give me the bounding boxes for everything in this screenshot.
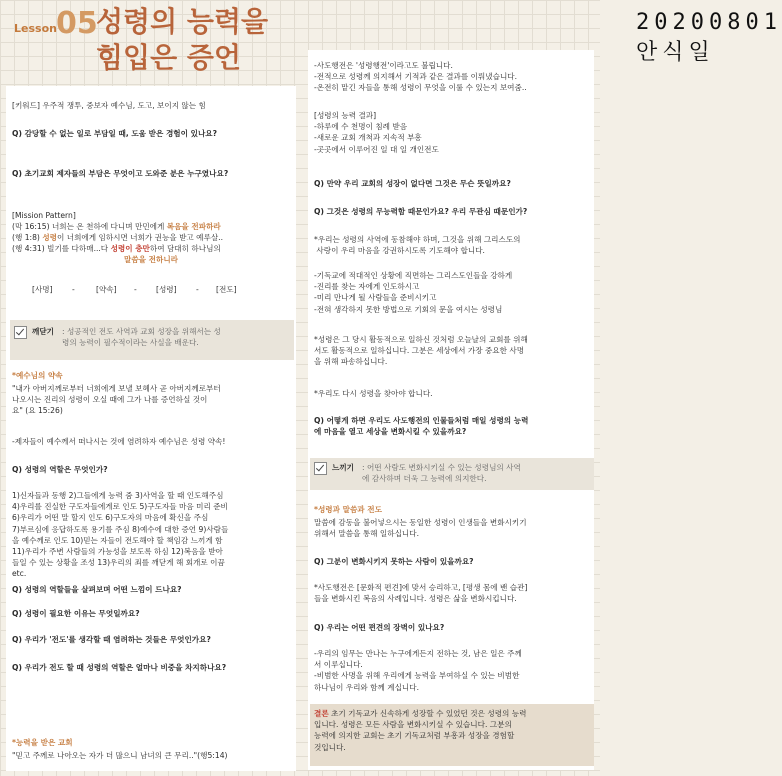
question-4: Q) 성령의 역할들을 살펴보며 어떤 느낌이 드나요? [12,585,182,594]
mission-line-3: (행 4:31) 빌기를 다하매...다 성령이 충만하여 담대히 하나님의 [12,244,221,253]
feel-label: 느끼기 [332,463,355,472]
power-church-title: *능력을 받은 교회 [12,738,73,747]
keywords: [키워드] 우주적 쟁투, 중보자 예수님, 도고, 보이지 않는 힘 [12,101,206,110]
promise-title: *예수님의 약속 [12,371,63,380]
mission-line-2: (행 1:8) 성령이 너희에게 임하시면 너희가 권능을 받고 예루살.. [12,233,224,242]
mission-line-4: 말씀을 전하니라 [124,255,178,264]
word-title: *성령과 말씀과 전도 [314,505,382,514]
pattern-witness: [전도] [216,285,237,294]
pattern-dash-3: - [196,285,199,294]
mission-note: -우리의 임무는 만나는 누구에게든지 전하는 것, 남은 일은 주께 서 이루십니다. -비범한 사명을 위해 우리에게 능력을 부여하실 수 있는 비범한 하나님이 우리와 함께 계십니다. [314,649,522,692]
question-6: Q) 우리가 '전도'를 생각할 때 염려하는 것들은 무엇인가요? [12,635,211,644]
lesson-label: Lesson [14,22,57,35]
date-heading: 20200801안식일 [636,10,782,65]
word-text: 말씀에 감동을 불어넣으시는 동일한 성령이 인생들을 변화시키기 위해서 말씀을 통해 일하십니다. [314,518,527,539]
question-12: Q) 우리는 어떤 편견의 장벽이 있나요? [314,623,445,632]
pattern-mission: [사명] [32,285,53,294]
acts-intro: -사도행전은 '성령행전'이라고도 불립니다. -전적으로 성령께 의지해서 기적과 같은 결과를 이뤄냈습니다. -온전히 맡긴 자들을 통해 성령이 무엇을 이룰 수 있는지 보여줌.. [314,61,527,93]
check-icon [14,326,27,339]
question-3: Q) 성령의 역할은 무엇인가? [12,465,108,474]
question-9: Q) 그것은 성령의 무능력함 때문인가요? 우리 무관심 때문인가? [314,207,528,216]
spirit-works-list: -기독교에 적대적인 상황에 직면하는 그리스도인들을 강하게 -진리를 찾는 자에게 인도하시고 -미리 만나게 될 사람들을 준비시키고 -전혀 생각하지 못한 방법으로 기회의 문을 여시는 성령님 [314,271,513,314]
conclusion: 결론 초기 기독교가 신속하게 성장할 수 있었던 것은 성령의 능력 입니다. 성령은 모든 사람을 변화시키실 수 있습니다. 그분의 능력에 의지한 교회는 초기 기독교처럼 부흥과 성장을 경험할 것입니다. [314,709,527,752]
left-column [0,0,300,776]
spirit-roles: 1)신자들과 동행 2)그들에게 능력 줌 3)사역을 할 때 인도해주심 4)우리를 진실한 구도자들에게로 인도 5)구도자들 마음 미리 준비 6)우리가 어떤 말 할지 인도 6)구도자의 마음에 확신을 주심 7)부르심에 응답하도록 용기를 주심 8)예수에 대한 증언 9)사람들 을 예수께로 인도 10)믿는 자들이 전도해야 할 책임감 느끼게 함 11)우리가 주변 사람들의 가능성을 보도록 하심 12)복음을 받아 들일 수 있는 상황을 조성 13)우리의 죄를 깨닫게 해 회개로 이끔 etc. [12,491,229,579]
realize-label: 깨닫기 [32,327,55,336]
spirit-active-note: *성령은 그 당시 활동적으로 일하신 것처럼 오늘날의 교회를 위해 서도 활동적으로 일하십니다. 그분은 세상에서 가장 중요한 사명 을 위해 파송하십니다. [314,335,528,367]
lesson-number: 05 [56,6,98,41]
page-title: 성령의 능력을 힘입은 증언 [96,5,269,74]
pattern-promise: [약속] [96,285,117,294]
question-11: Q) 그분이 변화시키지 못하는 사람이 있을까요? [314,557,474,566]
participate-note: *우리는 성령의 사역에 동참해야 하며, 그것을 위해 그리스도의 사랑이 우리 마음을 강권하시도록 기도해야 합니다. [314,235,521,256]
power-results: [성령의 능력 결과] -하루에 수 천명이 침례 받음 -새로운 교회 개척과 지속적 부흥 -곳곳에서 이루어진 일 대 일 개인전도 [314,111,439,154]
power-church-text: "믿고 주께로 나아오는 자가 더 많으니 남녀의 큰 무리.."(행5:14) [12,751,228,760]
check-icon [314,462,327,475]
feel-text: : 어떤 사람도 변화시키실 수 있는 성령님의 사역 에 감사하며 더욱 그 능력에 의지한다. [362,463,521,484]
realize-text: : 성공적인 전도 사역과 교회 성장을 위해서는 성 령의 능력이 필수적이라는 사실을 배운다. [62,327,221,348]
acts-culture-note: *사도행전은 [문화적 편견]에 맞서 승리하고, [평생 몸에 밴 습관] 들을 변화시킨 복음의 사례입니다. 성령은 삶을 변화시킵니다. [314,583,528,604]
pattern-spirit: [성령] [156,285,177,294]
mission-title: [Mission Pattern] [12,211,76,220]
question-1: Q) 감당할 수 없는 일로 부담일 때, 도움 받은 경험이 있나요? [12,129,218,138]
mission-line-1: (막 16:15) 너희는 온 천하에 다니며 만민에게 복음을 전파하라 [12,222,221,231]
question-5: Q) 성령이 필요한 이유는 무엇일까요? [12,609,140,618]
promise-text: "내가 아버지께로부터 너희에게 보낼 보혜사 곧 아버지께로부터 나오시는 진리의 성령이 오실 때에 그가 나를 증언하실 것이 요" (요 15:26) [12,384,221,416]
pattern-dash-1: - [72,285,75,294]
question-7: Q) 우리가 전도 할 때 성령의 역할은 얼마나 비중을 차지하나요? [12,663,227,672]
question-10: Q) 어떻게 하면 우리도 사도행전의 인물들처럼 매일 성령의 능력 에 마음을 열고 세상을 변화시킬 수 있을까요? [314,416,529,437]
seek-spirit-note: *우리도 다시 성령을 찾아야 합니다. [314,389,433,398]
question-8: Q) 만약 우리 교회의 성장이 없다면 그것은 무슨 뜻일까요? [314,179,511,188]
pattern-dash-2: - [134,285,137,294]
disciples-note: -제자들이 예수께서 떠나시는 것에 염려하자 예수님은 성령 약속! [12,437,226,446]
question-2: Q) 초기교회 제자들의 부담은 무엇이고 도와준 분은 누구였나요? [12,169,229,178]
right-column [300,0,782,776]
